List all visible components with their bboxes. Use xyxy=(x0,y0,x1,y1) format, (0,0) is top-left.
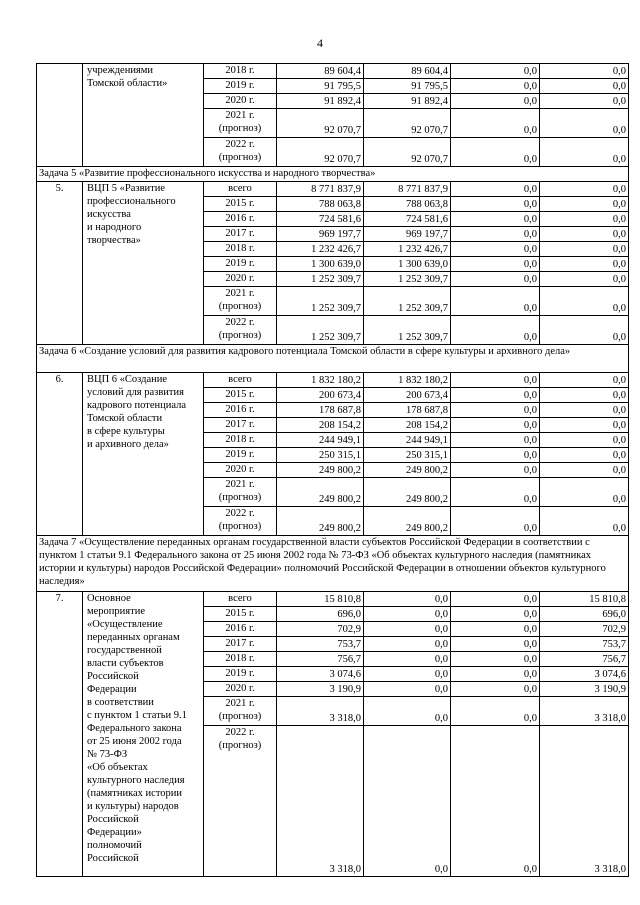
regional-budget-value: 0,0 xyxy=(364,637,451,652)
total-value: 3 074,6 xyxy=(277,667,364,682)
total-value: 91 795,5 xyxy=(277,79,364,94)
federal-budget-value: 3 318,0 xyxy=(540,726,629,877)
regional-budget-value: 249 800,2 xyxy=(364,463,451,478)
local-budget-value: 0,0 xyxy=(451,463,540,478)
total-value: 702,9 xyxy=(277,622,364,637)
period-cell: всего xyxy=(204,373,277,388)
regional-budget-value: 249 800,2 xyxy=(364,478,451,507)
regional-budget-value: 1 832 180,2 xyxy=(364,373,451,388)
regional-budget-value: 969 197,7 xyxy=(364,227,451,242)
regional-budget-value: 0,0 xyxy=(364,682,451,697)
item-number xyxy=(37,64,83,167)
total-value: 3 190,9 xyxy=(277,682,364,697)
task-title: Задача 6 «Создание условий для развития кадрового потенциала Томской области в сфере культуры и архивного дела» xyxy=(37,345,629,373)
local-budget-value: 0,0 xyxy=(451,403,540,418)
period-cell: 2019 г. xyxy=(204,257,277,272)
regional-budget-value: 91 795,5 xyxy=(364,79,451,94)
local-budget-value: 0,0 xyxy=(451,637,540,652)
period-cell: 2019 г. xyxy=(204,667,277,682)
local-budget-value: 0,0 xyxy=(451,478,540,507)
total-value: 178 687,8 xyxy=(277,403,364,418)
federal-budget-value: 0,0 xyxy=(540,182,629,197)
total-value: 756,7 xyxy=(277,652,364,667)
period-cell: всего xyxy=(204,592,277,607)
total-value: 249 800,2 xyxy=(277,478,364,507)
federal-budget-value: 0,0 xyxy=(540,64,629,79)
regional-budget-value: 724 581,6 xyxy=(364,212,451,227)
period-cell: 2020 г. xyxy=(204,272,277,287)
item-name: ВЦП 5 «Развитие профессионального искусства и народного творчества» xyxy=(83,182,204,345)
local-budget-value: 0,0 xyxy=(451,212,540,227)
total-value: 92 070,7 xyxy=(277,109,364,138)
federal-budget-value: 0,0 xyxy=(540,463,629,478)
total-value: 1 232 426,7 xyxy=(277,242,364,257)
total-value: 208 154,2 xyxy=(277,418,364,433)
local-budget-value: 0,0 xyxy=(451,726,540,877)
federal-budget-value: 0,0 xyxy=(540,433,629,448)
local-budget-value: 0,0 xyxy=(451,373,540,388)
total-value: 92 070,7 xyxy=(277,138,364,167)
page-number: 4 xyxy=(317,36,323,50)
federal-budget-value: 696,0 xyxy=(540,607,629,622)
period-cell: 2018 г. xyxy=(204,64,277,79)
regional-budget-value: 0,0 xyxy=(364,607,451,622)
period-cell: 2021 г. (прогноз) xyxy=(204,287,277,316)
period-cell: 2018 г. xyxy=(204,433,277,448)
regional-budget-value: 0,0 xyxy=(364,726,451,877)
task-title: Задача 5 «Развитие профессионального искусства и народного творчества» xyxy=(37,167,629,182)
regional-budget-value: 91 892,4 xyxy=(364,94,451,109)
item-name: ВЦП 6 «Создание условий для развития кадрового потенциала Томской области в сфере культуры и архивного дела» xyxy=(83,373,204,536)
local-budget-value: 0,0 xyxy=(451,697,540,726)
local-budget-value: 0,0 xyxy=(451,272,540,287)
total-value: 753,7 xyxy=(277,637,364,652)
local-budget-value: 0,0 xyxy=(451,197,540,212)
local-budget-value: 0,0 xyxy=(451,418,540,433)
item-name: Основное мероприятие «Осуществление переданных органам государственной власти субъектов Российской Федерации в соответствии с пунктом 1 статьи 9.1 Федерального закона от 25 июня 2002 года № 73-ФЗ «Об объектах культурного наследия (памятниках истории и культуры) народов Российской Федерации» полномочий Российской xyxy=(83,592,204,877)
federal-budget-value: 0,0 xyxy=(540,388,629,403)
period-cell: 2015 г. xyxy=(204,388,277,403)
period-cell: 2022 г. (прогноз) xyxy=(204,316,277,345)
local-budget-value: 0,0 xyxy=(451,388,540,403)
local-budget-value: 0,0 xyxy=(451,682,540,697)
regional-budget-value: 0,0 xyxy=(364,652,451,667)
federal-budget-value: 0,0 xyxy=(540,448,629,463)
federal-budget-value: 0,0 xyxy=(540,242,629,257)
federal-budget-value: 0,0 xyxy=(540,94,629,109)
local-budget-value: 0,0 xyxy=(451,227,540,242)
federal-budget-value: 3 074,6 xyxy=(540,667,629,682)
federal-budget-value: 0,0 xyxy=(540,287,629,316)
local-budget-value: 0,0 xyxy=(451,607,540,622)
period-cell: 2020 г. xyxy=(204,463,277,478)
regional-budget-value: 249 800,2 xyxy=(364,507,451,536)
regional-budget-value: 8 771 837,9 xyxy=(364,182,451,197)
total-value: 3 318,0 xyxy=(277,726,364,877)
task-title: Задача 7 «Осуществление переданных органам государственной власти субъектов Российской Федерации в соответствии с пунктом 1 статьи 9.1 Федерального закона от 25 июня 2002 года № 73-ФЗ «Об объектах культурного наследия (памятниках истории и культуры) народов Российской Федерации» полномочий Российской Федерации в отношении объектов культурного наследия» xyxy=(37,536,629,592)
total-value: 1 832 180,2 xyxy=(277,373,364,388)
total-value: 244 949,1 xyxy=(277,433,364,448)
local-budget-value: 0,0 xyxy=(451,433,540,448)
total-value: 89 604,4 xyxy=(277,64,364,79)
total-value: 91 892,4 xyxy=(277,94,364,109)
total-value: 1 252 309,7 xyxy=(277,272,364,287)
period-cell: 2021 г. (прогноз) xyxy=(204,109,277,138)
regional-budget-value: 208 154,2 xyxy=(364,418,451,433)
regional-budget-value: 1 252 309,7 xyxy=(364,287,451,316)
total-value: 1 300 639,0 xyxy=(277,257,364,272)
local-budget-value: 0,0 xyxy=(451,79,540,94)
regional-budget-value: 200 673,4 xyxy=(364,388,451,403)
regional-budget-value: 1 252 309,7 xyxy=(364,272,451,287)
total-value: 249 800,2 xyxy=(277,507,364,536)
federal-budget-value: 0,0 xyxy=(540,212,629,227)
federal-budget-value: 0,0 xyxy=(540,507,629,536)
local-budget-value: 0,0 xyxy=(451,667,540,682)
local-budget-value: 0,0 xyxy=(451,109,540,138)
total-value: 1 252 309,7 xyxy=(277,316,364,345)
regional-budget-value: 178 687,8 xyxy=(364,403,451,418)
period-cell: 2020 г. xyxy=(204,682,277,697)
period-cell: 2022 г. (прогноз) xyxy=(204,507,277,536)
period-cell: 2017 г. xyxy=(204,637,277,652)
table-row xyxy=(37,64,629,79)
local-budget-value: 0,0 xyxy=(451,287,540,316)
total-value: 249 800,2 xyxy=(277,463,364,478)
total-value: 200 673,4 xyxy=(277,388,364,403)
period-cell: 2020 г. xyxy=(204,94,277,109)
total-value: 969 197,7 xyxy=(277,227,364,242)
table-row xyxy=(37,592,629,607)
regional-budget-value: 89 604,4 xyxy=(364,64,451,79)
period-cell: 2015 г. xyxy=(204,607,277,622)
period-cell: 2017 г. xyxy=(204,227,277,242)
total-value: 250 315,1 xyxy=(277,448,364,463)
local-budget-value: 0,0 xyxy=(451,592,540,607)
regional-budget-value: 1 300 639,0 xyxy=(364,257,451,272)
federal-budget-value: 0,0 xyxy=(540,197,629,212)
federal-budget-value: 756,7 xyxy=(540,652,629,667)
federal-budget-value: 0,0 xyxy=(540,418,629,433)
local-budget-value: 0,0 xyxy=(451,622,540,637)
period-cell: 2021 г. (прогноз) xyxy=(204,697,277,726)
total-value: 3 318,0 xyxy=(277,697,364,726)
regional-budget-value: 250 315,1 xyxy=(364,448,451,463)
federal-budget-value: 0,0 xyxy=(540,272,629,287)
period-cell: 2022 г. (прогноз) xyxy=(204,138,277,167)
federal-budget-value: 3 190,9 xyxy=(540,682,629,697)
task-row xyxy=(37,536,629,592)
item-name: учреждениями Томской области» xyxy=(83,64,204,167)
regional-budget-value: 1 232 426,7 xyxy=(364,242,451,257)
total-value: 696,0 xyxy=(277,607,364,622)
regional-budget-value: 0,0 xyxy=(364,667,451,682)
item-number: 7. xyxy=(37,592,83,877)
federal-budget-value: 0,0 xyxy=(540,138,629,167)
local-budget-value: 0,0 xyxy=(451,94,540,109)
federal-budget-value: 0,0 xyxy=(540,373,629,388)
local-budget-value: 0,0 xyxy=(451,242,540,257)
item-number: 6. xyxy=(37,373,83,536)
total-value: 724 581,6 xyxy=(277,212,364,227)
total-value: 8 771 837,9 xyxy=(277,182,364,197)
federal-budget-value: 0,0 xyxy=(540,227,629,242)
total-value: 15 810,8 xyxy=(277,592,364,607)
federal-budget-value: 15 810,8 xyxy=(540,592,629,607)
local-budget-value: 0,0 xyxy=(451,64,540,79)
regional-budget-value: 0,0 xyxy=(364,592,451,607)
federal-budget-value: 0,0 xyxy=(540,403,629,418)
period-cell: 2016 г. xyxy=(204,403,277,418)
local-budget-value: 0,0 xyxy=(451,316,540,345)
period-cell: 2018 г. xyxy=(204,242,277,257)
federal-budget-value: 753,7 xyxy=(540,637,629,652)
regional-budget-value: 92 070,7 xyxy=(364,138,451,167)
regional-budget-value: 92 070,7 xyxy=(364,109,451,138)
period-cell: 2016 г. xyxy=(204,622,277,637)
period-cell: 2016 г. xyxy=(204,212,277,227)
budget-table xyxy=(36,63,629,877)
regional-budget-value: 0,0 xyxy=(364,697,451,726)
period-cell: 2015 г. xyxy=(204,197,277,212)
federal-budget-value: 0,0 xyxy=(540,478,629,507)
regional-budget-value: 788 063,8 xyxy=(364,197,451,212)
federal-budget-value: 0,0 xyxy=(540,316,629,345)
item-number: 5. xyxy=(37,182,83,345)
table-row xyxy=(37,182,629,197)
period-cell: 2019 г. xyxy=(204,448,277,463)
period-cell: 2017 г. xyxy=(204,418,277,433)
federal-budget-value: 3 318,0 xyxy=(540,697,629,726)
period-cell: 2019 г. xyxy=(204,79,277,94)
task-row xyxy=(37,345,629,373)
total-value: 788 063,8 xyxy=(277,197,364,212)
period-cell: 2021 г. (прогноз) xyxy=(204,478,277,507)
table-row xyxy=(37,373,629,388)
local-budget-value: 0,0 xyxy=(451,448,540,463)
total-value: 1 252 309,7 xyxy=(277,287,364,316)
federal-budget-value: 0,0 xyxy=(540,257,629,272)
regional-budget-value: 244 949,1 xyxy=(364,433,451,448)
regional-budget-value: 1 252 309,7 xyxy=(364,316,451,345)
local-budget-value: 0,0 xyxy=(451,257,540,272)
period-cell: 2022 г. (прогноз) xyxy=(204,726,277,877)
local-budget-value: 0,0 xyxy=(451,652,540,667)
period-cell: всего xyxy=(204,182,277,197)
period-cell: 2018 г. xyxy=(204,652,277,667)
local-budget-value: 0,0 xyxy=(451,507,540,536)
task-row xyxy=(37,167,629,182)
federal-budget-value: 0,0 xyxy=(540,79,629,94)
federal-budget-value: 0,0 xyxy=(540,109,629,138)
local-budget-value: 0,0 xyxy=(451,138,540,167)
federal-budget-value: 702,9 xyxy=(540,622,629,637)
regional-budget-value: 0,0 xyxy=(364,622,451,637)
local-budget-value: 0,0 xyxy=(451,182,540,197)
